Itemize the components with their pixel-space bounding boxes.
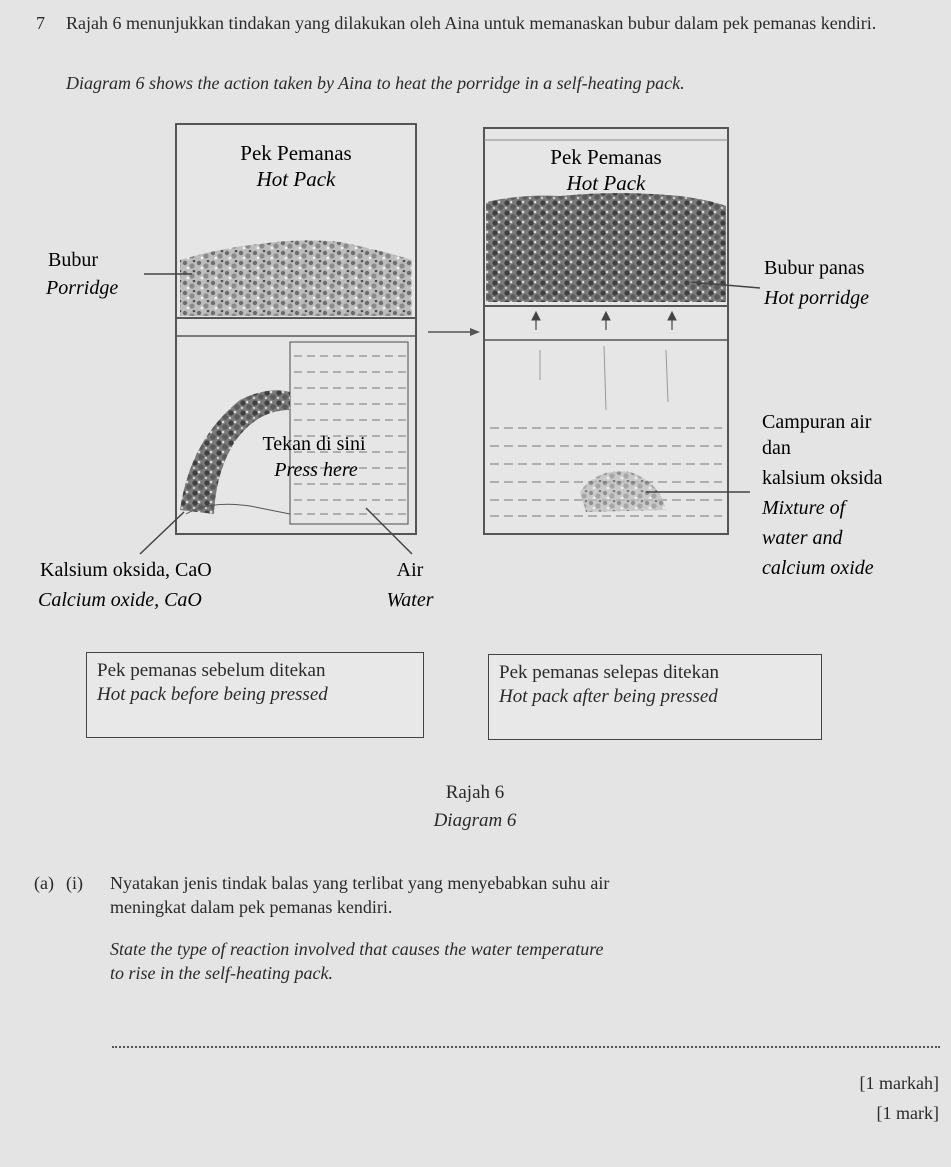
diagram-label-en: Diagram 6 xyxy=(433,810,517,831)
part-a-text-ms-1: Nyatakan jenis tindak balas yang terlibat yang menyebabkan suhu air xyxy=(110,873,610,893)
mixture-label-en-2: water and xyxy=(762,527,843,549)
question-number: 7 xyxy=(36,13,45,33)
caption-after-en: Hot pack after being pressed xyxy=(499,686,718,707)
caption-after-ms: Pek pemanas selepas ditekan xyxy=(499,662,720,683)
left-pack-title-en: Hot Pack xyxy=(256,167,336,191)
hot-porridge-label-en: Hot porridge xyxy=(764,287,869,309)
press-here-ms: Tekan di sini xyxy=(262,433,366,455)
caption-before-ms: Pek pemanas sebelum ditekan xyxy=(97,660,326,681)
hot-porridge-mass xyxy=(486,193,726,302)
caption-after-box xyxy=(488,654,822,740)
caption-before-en: Hot pack before being pressed xyxy=(97,684,328,705)
hot-porridge-label-ms: Bubur panas xyxy=(764,257,865,279)
porridge-mass xyxy=(180,240,412,316)
cao-label-ms: Kalsium oksida, CaO xyxy=(40,559,212,581)
mark-en: [1 mark] xyxy=(876,1103,939,1123)
water-label-en: Water xyxy=(386,589,434,611)
question-intro-en: Diagram 6 shows the action taken by Aina to heat the porridge in a self-heating pack. xyxy=(66,73,685,93)
part-a-label: (a) xyxy=(34,873,54,893)
answer-line[interactable] xyxy=(112,1046,940,1048)
mixture-label-ms-2: dan xyxy=(762,437,791,459)
porridge-label-ms: Bubur xyxy=(48,249,98,271)
right-pack-title-ms: Pek Pemanas xyxy=(550,145,662,169)
porridge-label-en: Porridge xyxy=(46,277,119,299)
diagram-6 xyxy=(0,110,951,630)
diagram-label-ms: Rajah 6 xyxy=(445,782,505,803)
mixture-label-ms-3: kalsium oksida xyxy=(762,467,883,489)
water-label-ms: Air xyxy=(396,559,424,581)
mixture-label-en-1: Mixture of xyxy=(762,497,846,519)
caption-before-box xyxy=(86,652,424,738)
mark-ms: [1 markah] xyxy=(859,1073,939,1093)
left-pack-title-ms: Pek Pemanas xyxy=(240,141,352,165)
part-a-text-ms-2: meningkat dalam pek pemanas kendiri. xyxy=(110,897,393,917)
cao-label-en: Calcium oxide, CaO xyxy=(38,589,202,611)
part-a-text-en-2: to rise in the self-heating pack. xyxy=(110,963,333,983)
question-intro-ms: Rajah 6 menunjukkan tindakan yang dilakukan oleh Aina untuk memanaskan bubur dalam pek pemanas kendiri. xyxy=(66,13,877,33)
mixture-label-ms-1: Campuran air xyxy=(762,411,872,433)
mixture-label-en-3: calcium oxide xyxy=(762,557,874,579)
right-pack-title-en: Hot Pack xyxy=(566,171,646,195)
press-here-en: Press here xyxy=(274,459,358,481)
part-a-text-en-1: State the type of reaction involved that causes the water temperature xyxy=(110,939,604,959)
part-a-sub: (i) xyxy=(66,873,83,893)
